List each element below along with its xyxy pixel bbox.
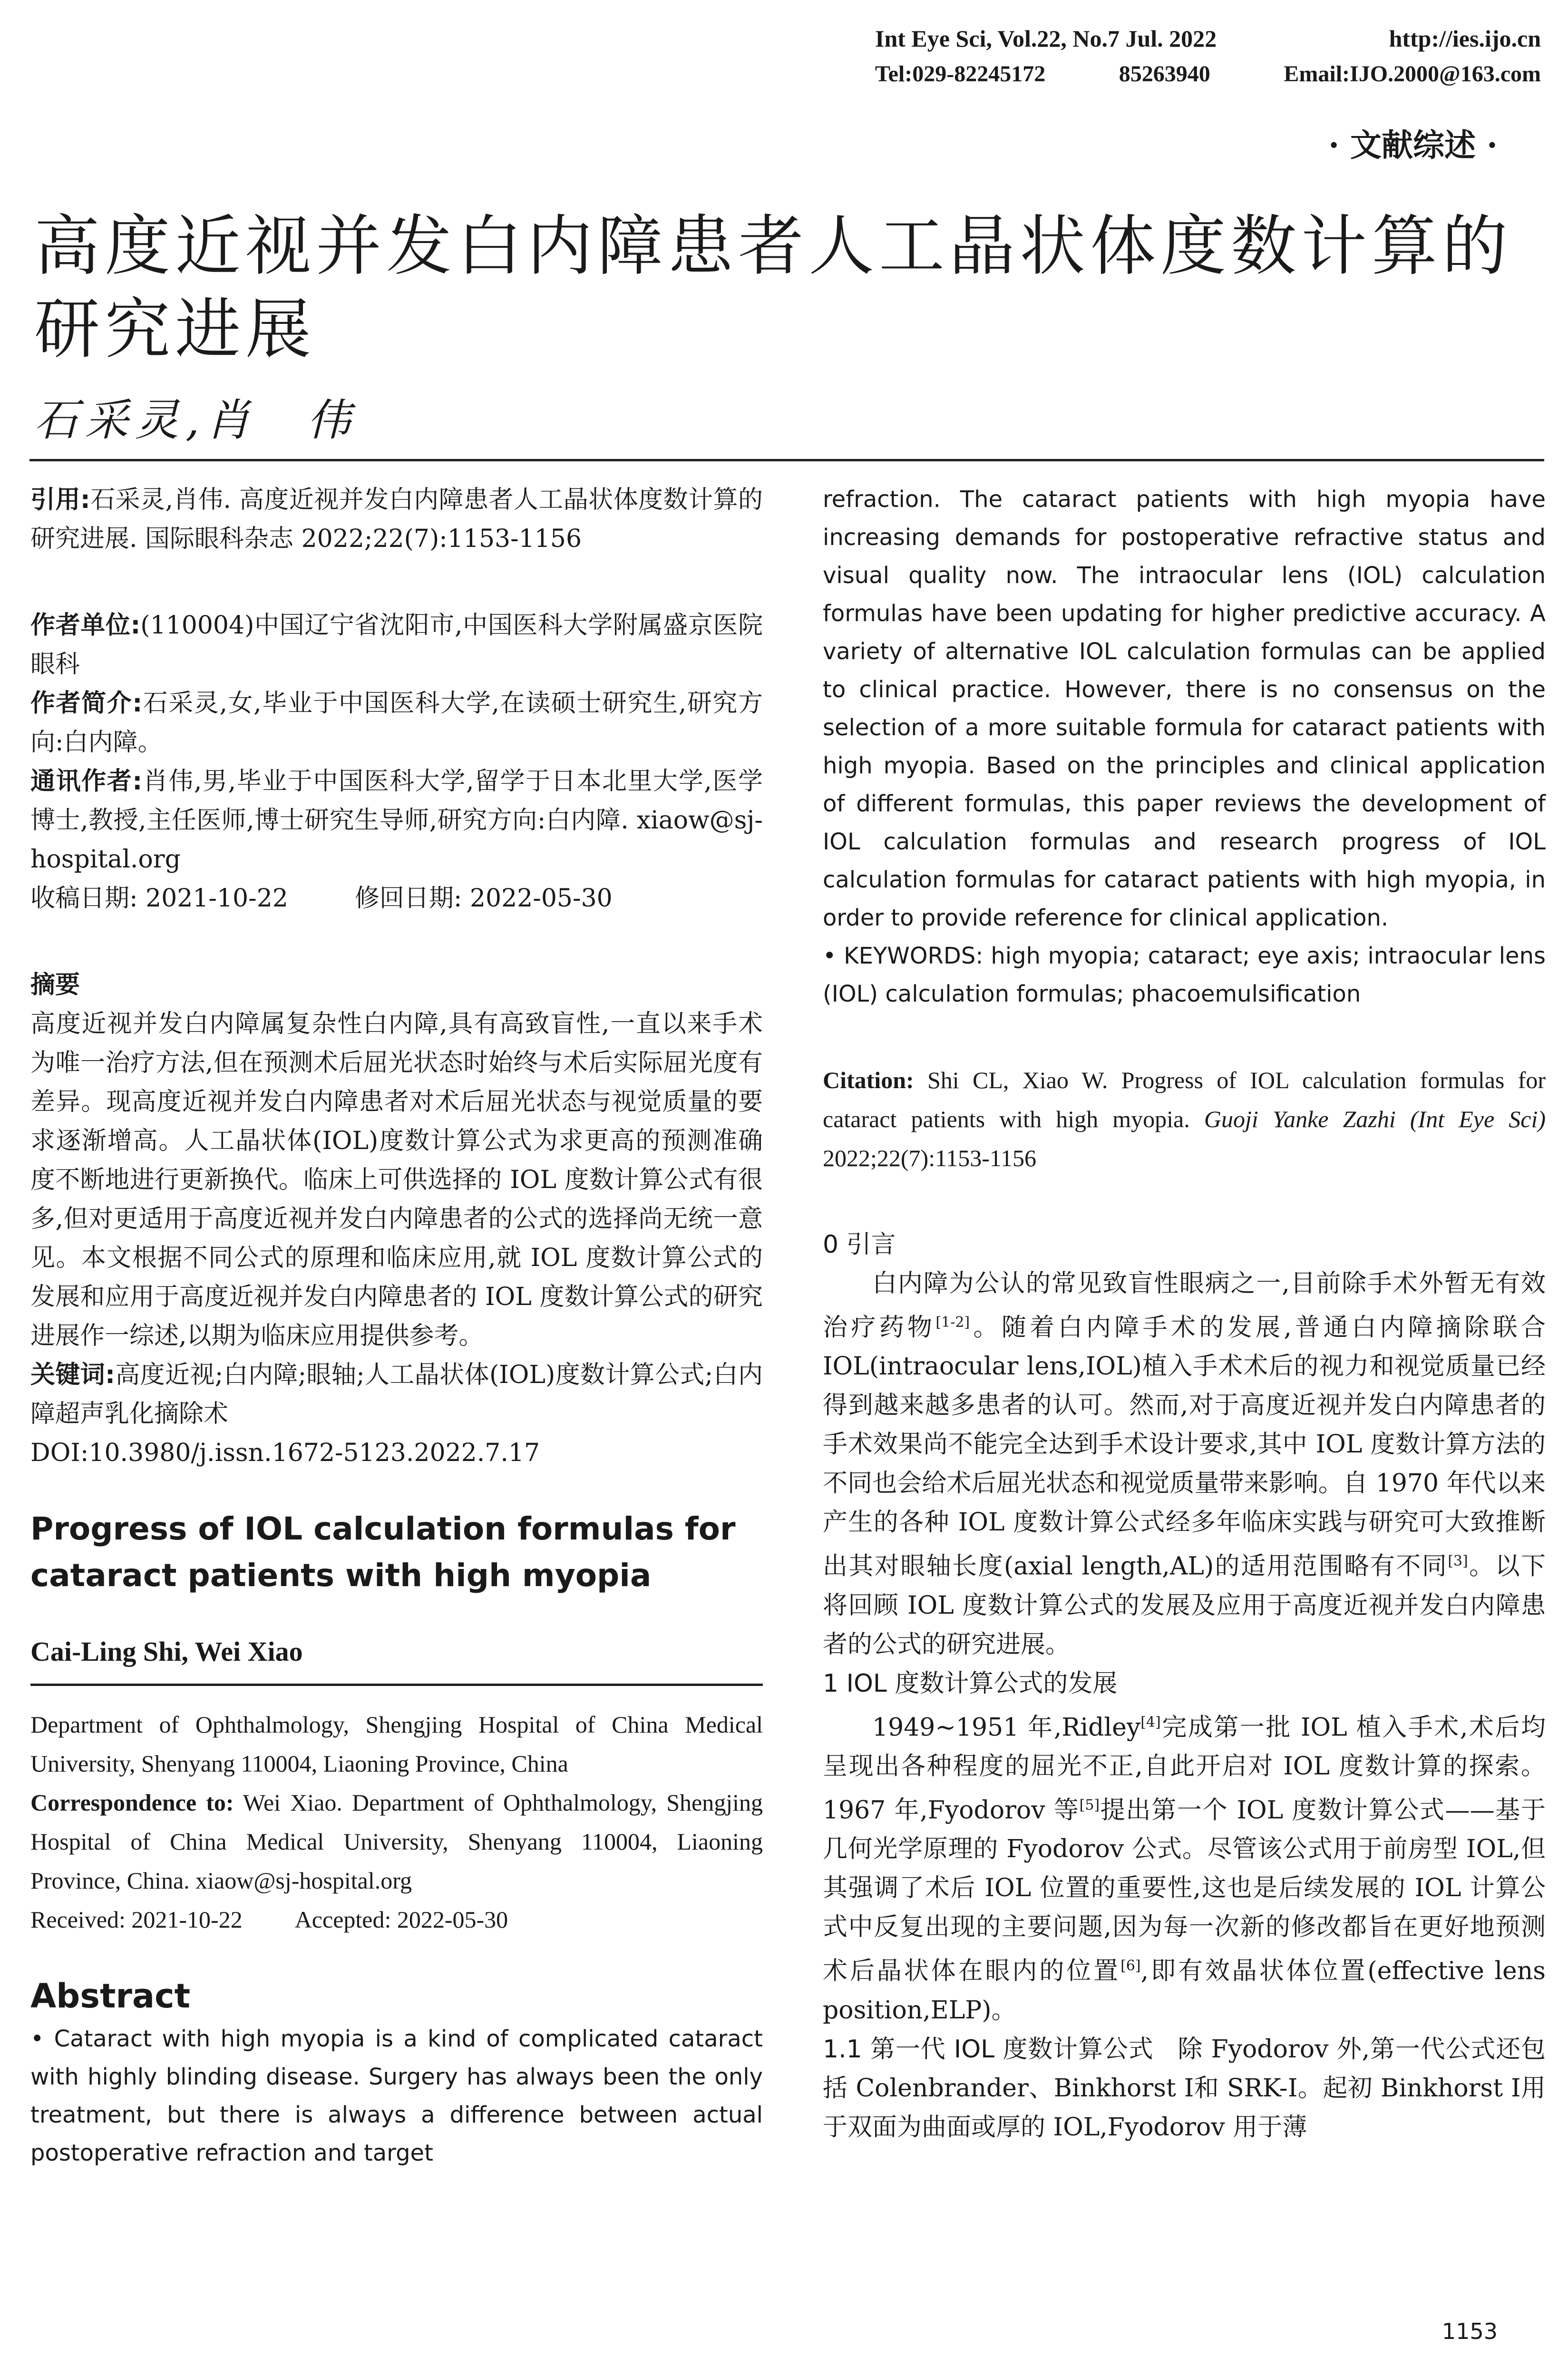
english-keywords: • KEYWORDS: high myopia; cataract; eye axis; intraocular lens (IOL) calculation formulas; phacoemulsification — [823, 943, 1546, 1007]
abstract-heading-cn: 摘要 — [30, 971, 80, 999]
english-accepted: Accepted: 2022-05-30 — [294, 1906, 508, 1933]
journal-url[interactable]: http://ies.ijo.cn — [1389, 25, 1541, 52]
left-column — [30, 480, 763, 2172]
keywords-cn — [30, 1355, 763, 1433]
reference-3[interactable]: [3] — [1448, 1553, 1468, 1570]
english-correspondence-text: Wei Xiao. Department of Ophthalmology, Shengjing Hospital of China Medical University, Shenyang 110004, Liaoning Province, China. xiaow@sj-hospital.org — [30, 1789, 763, 1894]
section-label: · 文献综述 · — [1328, 127, 1498, 164]
english-correspondence-label: Correspondence to: — [30, 1789, 234, 1816]
reference-6[interactable]: [6] — [1120, 1958, 1141, 1975]
section-1-text-b: 完成第一批 IOL 植入手术,术后均呈现出各种程度的屈光不正,自此开启对 IOL 度数计算的探索。1967 年,Fyodorov 等 — [823, 1713, 1546, 1825]
english-abstract-text: • Cataract with high myopia is a kind of complicated cataract with highly blinding disease. Surgery has always been the only treatment, but there is always a difference between actual postoperative refraction and target — [30, 2026, 763, 2166]
english-abstract-continued: refraction. The cataract patients with high myopia have increasing demands for postoperative refractive status and visual quality now. The intraocular lens (IOL) calculation formulas have been updating for higher predictive accuracy. A variety of alternative IOL calculation formulas can be applied to clinical practice. However, there is no consensus on the selection of a more suitable formula for cataract patients with high myopia. Based on the principles and clinical application of different formulas, this paper reviews the development of IOL calculation formulas and research progress of IOL calculation formulas for cataract patients with high myopia, in order to provide reference for clinical application. — [823, 486, 1546, 931]
section-0-text-a: 白内障为公认的常见致盲性眼病之一,目前除手术外暂无有效治疗药物 — [823, 1269, 1546, 1342]
section-0-text-b: 。随着白内障手术的发展,普通白内障摘除联合 IOL(intraocular lens,IOL)植入手术术后的视力和视觉质量已经得到越来越多患者的认可。然而,对于高度近视并发白内障患者的手术效果尚不能完全达到手术设计要求,其中 IOL 度数计算方法的不同也会给术后屈光状态和视觉质量带来影响。自 1970 年代以来产生的各种 IOL 度数计算公式经多年临床实践与研究可大致推断出其对眼轴长度(axial length,AL)的适用范围略有不同 — [823, 1313, 1546, 1581]
keywords-label: 关键词: — [30, 1361, 115, 1389]
bio-label: 作者简介: — [30, 689, 143, 718]
title-divider — [29, 459, 1544, 461]
english-citation-journal: Guoji Yanke Zazhi (Int Eye Sci) — [1204, 1106, 1546, 1132]
section-0-paragraph — [823, 1264, 1546, 1664]
english-citation — [823, 1061, 1546, 1178]
section-1-text-c: 提出第一个 IOL 度数计算公式——基于几何光学原理的 Fyodorov 公式。尽管该公式用于前房型 IOL,但其强调了术后 IOL 位置的重要性,这也是后续发展的 IOL 计算公式中反复出现的主要问题,因为每一次新的修改都旨在更好地预测术后晶状体在眼内的位置 — [823, 1796, 1546, 1986]
reference-4[interactable]: [4] — [1140, 1714, 1161, 1731]
section-1-text-a: 1949~1951 年,Ridley — [872, 1713, 1141, 1742]
reference-5[interactable]: [5] — [1079, 1796, 1100, 1813]
keywords-text: 高度近视;白内障;眼轴;人工晶状体(IOL)度数计算公式;白内障超声乳化摘除术 — [30, 1361, 763, 1428]
abstract-text-cn: 高度近视并发白内障属复杂性白内障,具有高致盲性,一直以来手术为唯一治疗方法,但在预测术后屈光状态时始终与术后实际屈光度有差异。现高度近视并发白内障患者对术后屈光状态与视觉质量的要求逐渐增高。人工晶状体(IOL)度数计算公式为求更高的预测准确度不断地进行更新换代。临床上可供选择的 IOL 度数计算公式有很多,但对更适用于高度近视并发白内障患者的公式的选择尚无统一意见。本文根据不同公式的原理和临床应用,就 IOL 度数计算公式的发展和应用于高度近视并发白内障患者的 IOL 度数计算公式的研究进展作一综述,以期为临床应用提供参考。 — [30, 1010, 763, 1350]
english-authors: Cai-Ling Shi, Wei Xiao — [30, 1636, 303, 1667]
section-1-heading: 1 IOL 度数计算公式的发展 — [823, 1669, 1118, 1698]
english-correspondence — [30, 1783, 763, 1900]
correspondence-cn — [30, 762, 763, 879]
affiliation-text: (110004)中国辽宁省沈阳市,中国医科大学附属盛京医院眼科 — [30, 611, 763, 679]
section-1-text-d: ,即有效晶状体位置(effective lens position,ELP)。 — [823, 1957, 1546, 2025]
right-column — [823, 480, 1546, 2147]
english-citation-text: Shi CL, Xiao W. Progress of IOL calculation formulas for cataract patients with high myopia. — [823, 1067, 1546, 1132]
english-dates — [30, 1900, 763, 1939]
correspondence-text: 肖伟,男,毕业于中国医科大学,留学于日本北里大学,医学博士,教授,主任医师,博士研究生导师,研究方向:白内障. xiaow@sj-hospital.org — [30, 767, 763, 874]
page-title: 高度近视并发白内障患者人工晶状体度数计算的研究进展 — [34, 208, 1513, 368]
doi[interactable]: DOI:10.3980/j.issn.1672-5123.2022.7.17 — [30, 1439, 540, 1467]
affiliation-label: 作者单位: — [30, 611, 141, 640]
journal-name: Int Eye Sci, Vol.22, No.7 Jul. 2022 — [875, 25, 1217, 52]
journal-tel2: 85263940 — [1119, 61, 1210, 87]
section-0-text-c: 。以下将回顾 IOL 度数计算公式的发展及应用于高度近视并发白内障患者的公式的研究进展。 — [823, 1552, 1546, 1659]
english-received: Received: 2021-10-22 — [30, 1906, 243, 1933]
section-1-1-heading: 1.1 第一代 IOL 度数计算公式 — [823, 2035, 1154, 2064]
revised-date: 修回日期: 2022-05-30 — [354, 884, 613, 913]
citation-text: 石采灵,肖伟. 高度近视并发白内障患者人工晶状体度数计算的研究进展. 国际眼科杂志 2022;22(7):1153-1156 — [30, 486, 763, 553]
english-citation-label: Citation: — [823, 1067, 914, 1093]
section-1-1-paragraph — [823, 2030, 1546, 2147]
english-abstract-heading: Abstract — [30, 1977, 191, 2016]
journal-tel: Tel:029-82245172 — [875, 61, 1046, 87]
section-1-1-text: 除 Fyodorov 外,第一代公式还包括 Colenbrander、Binkhorst Ⅰ和 SRK-Ⅰ。起初 Binkhorst Ⅰ用于双面为曲面或厚的 IOL,Fyodorov 用于薄 — [823, 2035, 1546, 2142]
english-citation-volume: 2022;22(7):1153-1156 — [823, 1145, 1037, 1171]
citation-label: 引用: — [30, 486, 90, 514]
journal-header-line2 — [875, 61, 1541, 87]
reference-1-2[interactable]: [1-2] — [935, 1314, 970, 1331]
authors-cn: 石采灵,肖 伟 — [34, 395, 358, 446]
affiliation-cn — [30, 606, 763, 684]
bio-cn — [30, 684, 763, 762]
journal-header-line1 — [875, 25, 1541, 52]
dates-cn — [30, 879, 763, 918]
page-number: 1153 — [1441, 2319, 1498, 2344]
journal-email[interactable]: Email:IJO.2000@163.com — [1284, 61, 1541, 87]
english-affiliation: Department of Ophthalmology, Shengjing Hospital of China Medical University, Shenyang 110004, Liaoning Province, China — [30, 1711, 763, 1777]
received-date: 收稿日期: 2021-10-22 — [30, 884, 288, 913]
bio-text: 石采灵,女,毕业于中国医科大学,在读硕士研究生,研究方向:白内障。 — [30, 689, 763, 757]
english-authors-divider — [30, 1684, 763, 1686]
section-1-paragraph — [823, 1703, 1546, 2030]
english-title: Progress of IOL calculation formulas for cataract patients with high myopia — [30, 1510, 736, 1594]
correspondence-label: 通讯作者: — [30, 767, 143, 796]
citation-cn — [30, 480, 763, 558]
section-0-heading: 0 引言 — [823, 1230, 896, 1259]
